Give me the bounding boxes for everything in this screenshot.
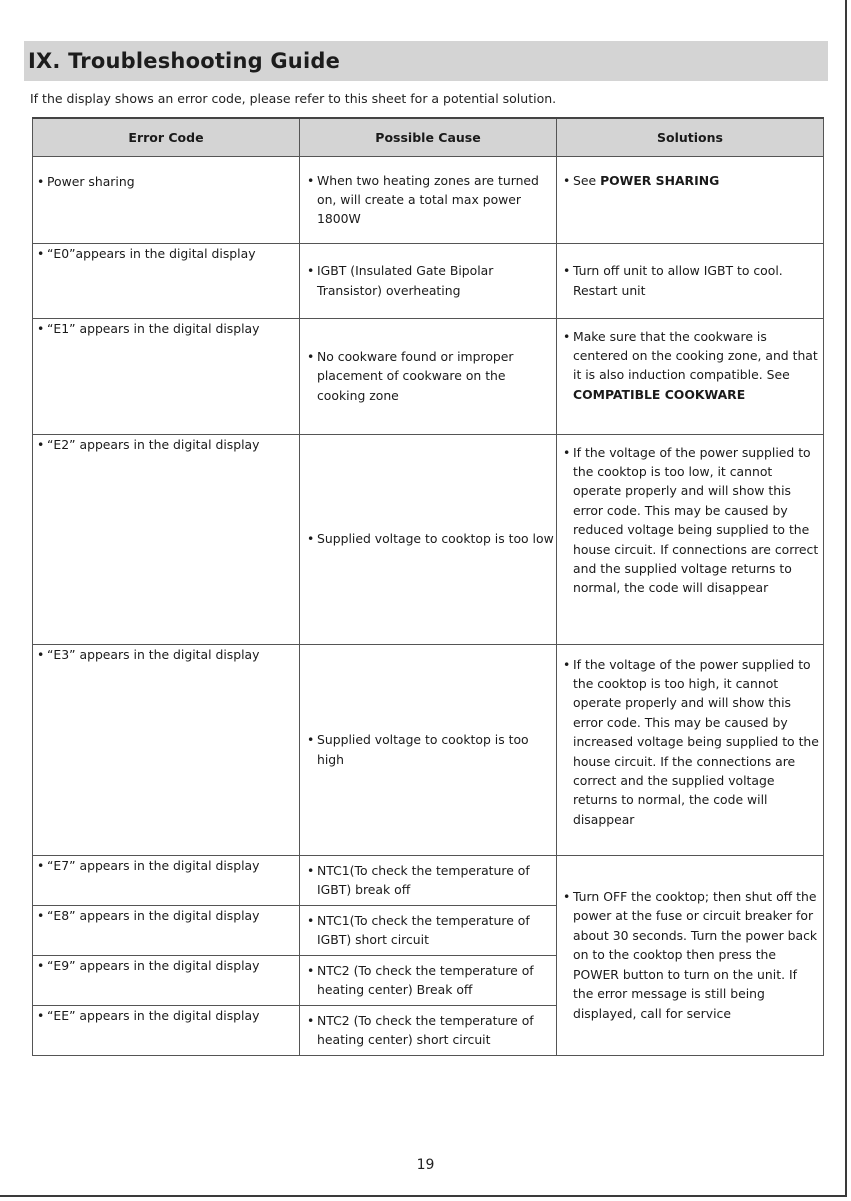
cause-cell [300, 855, 557, 905]
solution-reference: COMPATIBLE COOKWARE [573, 386, 746, 402]
error-code-cell [33, 855, 300, 905]
cause-cell [300, 905, 557, 955]
solution-cell [557, 855, 824, 1055]
solution-text: See [573, 172, 601, 188]
bullet-icon: • [307, 962, 315, 978]
bullet-icon: • [37, 320, 45, 336]
table-header-row [33, 118, 824, 156]
cause-cell [300, 1005, 557, 1055]
table-row [33, 644, 824, 855]
table-row [33, 318, 824, 434]
cause-text: When two heating zones are turned on, will create a total max power 1800W [317, 172, 539, 227]
error-code-cell [33, 644, 300, 855]
table-row [33, 156, 824, 243]
bullet-icon: • [563, 328, 571, 344]
cause-cell [300, 318, 557, 434]
cause-cell [300, 243, 557, 318]
troubleshooting-table [32, 117, 824, 1056]
solution-reference: POWER SHARING [600, 172, 720, 188]
solution-text: Make sure that the cookware is centered on the cooking zone, and that it is also induction compatible. See [573, 328, 818, 383]
error-code-text: Power sharing [47, 173, 135, 189]
error-code-cell [33, 318, 300, 434]
solution-cell [557, 243, 824, 318]
error-code-cell [33, 156, 300, 243]
bullet-icon: • [37, 173, 45, 189]
error-code-text: “E8” appears in the digital display [47, 907, 260, 923]
cause-text: No cookware found or improper placement of cookware on the cooking zone [317, 348, 514, 403]
bullet-icon: • [37, 957, 45, 973]
error-code-cell [33, 434, 300, 644]
bullet-icon: • [307, 862, 315, 878]
bullet-icon: • [307, 263, 315, 279]
solution-cell [557, 318, 824, 434]
header-error-code: Error Code [33, 118, 300, 156]
section-heading-bar [24, 41, 828, 81]
error-code-text: “E2” appears in the digital display [47, 436, 260, 452]
error-code-text: “E7” appears in the digital display [47, 857, 260, 873]
header-possible-cause: Possible Cause [300, 118, 557, 156]
solution-cell [557, 644, 824, 855]
error-code-text: “E0”appears in the digital display [47, 245, 256, 261]
cause-text: Supplied voltage to cooktop is too high [317, 732, 529, 767]
cause-cell [300, 156, 557, 243]
table-row [33, 855, 824, 905]
cause-text: Supplied voltage to cooktop is too low [317, 531, 554, 547]
bullet-icon: • [37, 1007, 45, 1023]
cause-text: IGBT (Insulated Gate Bipolar Transistor) overheating [317, 263, 494, 298]
error-code-text: “E1” appears in the digital display [47, 320, 260, 336]
intro-text: If the display shows an error code, please refer to this sheet for a potential solution. [30, 91, 557, 106]
page-number: 19 [416, 1157, 435, 1173]
cause-text: NTC1(To check the temperature of IGBT) break off [317, 862, 530, 897]
bullet-icon: • [37, 245, 45, 261]
error-code-text: “EE” appears in the digital display [47, 1007, 260, 1023]
table-row [33, 434, 824, 644]
cause-text: NTC2 (To check the temperature of heating center) short circuit [317, 1012, 534, 1047]
cause-text: NTC2 (To check the temperature of heating center) Break off [317, 962, 534, 997]
solution-text: Turn off unit to allow IGBT to cool. Restart unit [573, 263, 783, 298]
header-solutions: Solutions [557, 118, 824, 156]
bullet-icon: • [37, 907, 45, 923]
solution-cell [557, 156, 824, 243]
error-code-text: “E3” appears in the digital display [47, 646, 260, 662]
error-code-text: “E9” appears in the digital display [47, 957, 260, 973]
error-code-cell [33, 243, 300, 318]
cause-cell [300, 955, 557, 1005]
bullet-icon: • [307, 172, 315, 188]
solution-text: If the voltage of the power supplied to the cooktop is too low, it cannot operate properly and will show this error code. This may be caused by reduced voltage being supplied to the house circuit. If connections are correct and the supplied voltage returns to normal, the code will disappear [573, 444, 819, 596]
error-code-cell [33, 955, 300, 1005]
cause-cell [300, 644, 557, 855]
bullet-icon: • [563, 656, 571, 672]
bullet-icon: • [563, 263, 571, 279]
bullet-icon: • [307, 1012, 315, 1028]
bullet-icon: • [563, 172, 571, 188]
bullet-icon: • [307, 732, 315, 748]
bullet-icon: • [307, 912, 315, 928]
solution-cell [557, 434, 824, 644]
cause-text: NTC1(To check the temperature of IGBT) short circuit [317, 912, 530, 947]
error-code-cell [33, 1005, 300, 1055]
solution-text: Turn OFF the cooktop; then shut off the power at the fuse or circuit breaker for about 30 seconds. Turn the power back on to the cooktop then press the POWER button to turn on the unit. If the error message is still being displayed, call for service [573, 889, 818, 1021]
bullet-icon: • [37, 646, 45, 662]
cause-cell [300, 434, 557, 644]
bullet-icon: • [37, 857, 45, 873]
bullet-icon: • [563, 444, 571, 460]
solution-text: If the voltage of the power supplied to the cooktop is too high, it cannot operate properly and will show this error code. This may be caused by increased voltage being supplied to the house circuit. If the connections are correct and the supplied voltage returns to normal, the code will disappear [573, 656, 819, 827]
bullet-icon: • [37, 436, 45, 452]
bullet-icon: • [307, 348, 315, 364]
table-row [33, 243, 824, 318]
section-title: IX. Troubleshooting Guide [28, 49, 341, 73]
bullet-icon: • [563, 889, 571, 905]
error-code-cell [33, 905, 300, 955]
bullet-icon: • [307, 531, 315, 547]
